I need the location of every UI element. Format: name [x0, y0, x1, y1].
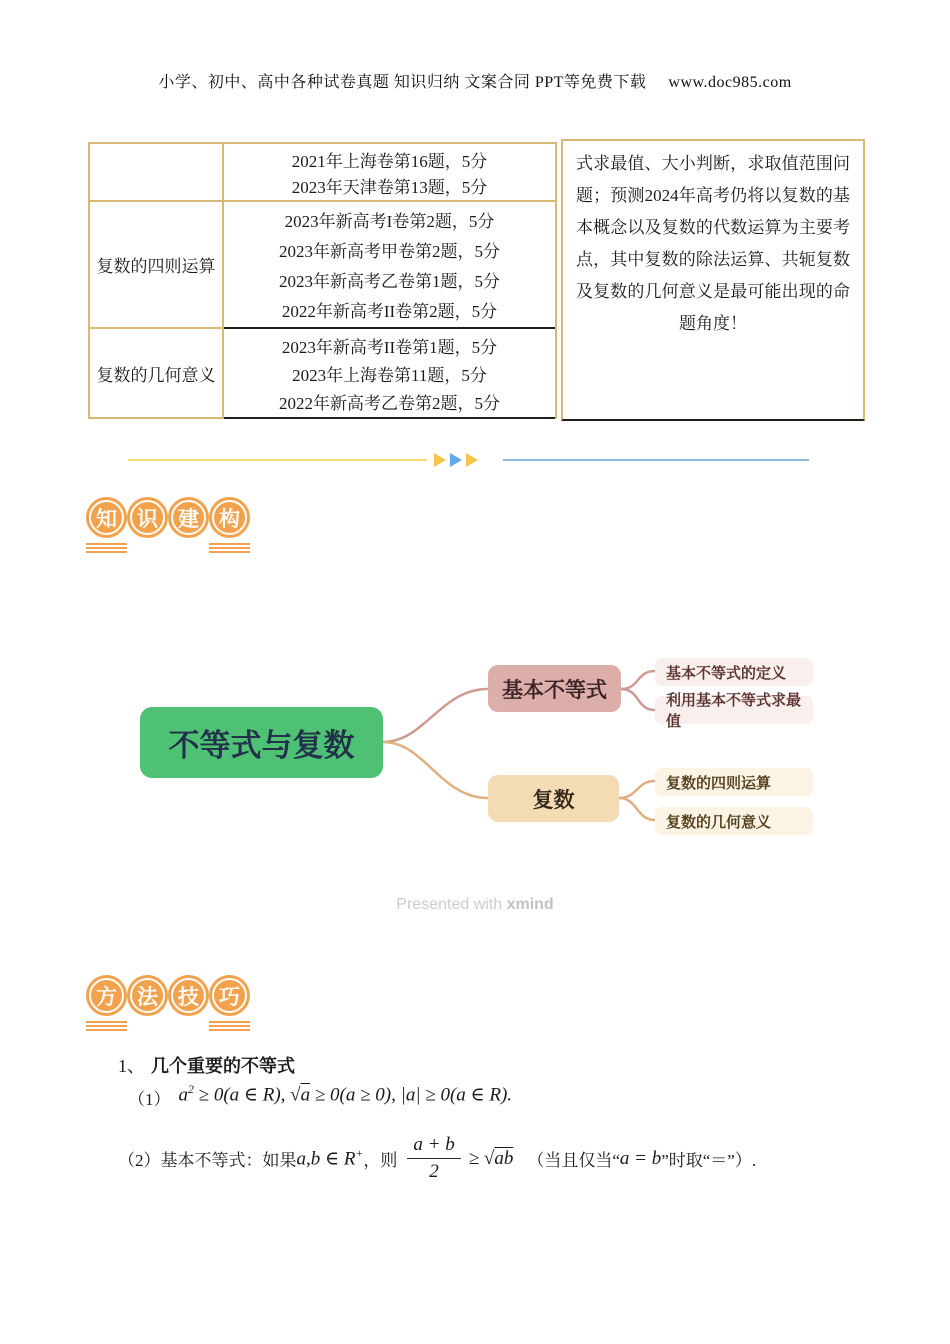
item-text: 基本不等式：如果	[160, 1151, 297, 1170]
exam-item: 2023年上海卷第11题，5分	[292, 365, 487, 385]
divider-line-yellow	[128, 459, 427, 461]
badge-circles	[86, 497, 262, 538]
row-label: 复数的四则运算	[90, 202, 224, 329]
item-text: （当且仅当“	[527, 1151, 620, 1170]
methods-heading	[118, 1052, 295, 1078]
mindmap-leaf-node: 复数的几何意义	[655, 807, 813, 835]
exam-item: 2023年新高考乙卷第1题，5分	[279, 272, 500, 292]
exam-item: 2021年上海卷第16题，5分	[291, 151, 488, 171]
row-label-empty	[90, 144, 224, 202]
watermark-prefix: Presented with	[396, 896, 507, 913]
table-row-cell	[224, 144, 555, 202]
badge-char: 方	[96, 985, 117, 1009]
badge-circle	[127, 975, 168, 1016]
inequality-formula: $a^2 \ge 0(a$ ∈ R), √a ≥ 0(a ≥ 0), |a| ≥ 0(a ∈ R).	[178, 1082, 513, 1105]
formula-line-1	[128, 1082, 513, 1110]
xmind-watermark	[0, 896, 950, 914]
exam-item: 2023年新高考II卷第1题，5分	[281, 337, 498, 357]
arrow-right-icon	[450, 453, 462, 467]
formula-line-2	[118, 1134, 756, 1183]
badge-char: 知	[96, 507, 117, 531]
badge-char: 识	[137, 507, 158, 531]
fraction-denominator: 2	[429, 1161, 439, 1182]
badge-circle	[209, 497, 250, 538]
exam-table	[88, 142, 557, 419]
row-label: 复数的几何意义	[90, 329, 224, 419]
knowledge-section-badge	[86, 497, 262, 559]
item-text: ，则	[363, 1151, 398, 1170]
analysis-box: 式求最值、大小判断，求取值范围问题；预测2024年高考仍将以复数的基本概念以及复数的代数运算为主要考点，其中复数的除法运算、共轭复数及复数的几何意义是最可能出现的命题角度！	[561, 139, 865, 421]
condition-formula: a,b ∈ R+	[296, 1146, 364, 1170]
method-section-badge	[86, 975, 262, 1037]
badge-underline-icon	[86, 543, 127, 553]
arrow-right-icon	[434, 453, 446, 467]
sqrt-formula: ≥ √ab	[468, 1147, 514, 1169]
badge-circle	[168, 975, 209, 1016]
fraction	[407, 1134, 460, 1183]
badge-char: 巧	[219, 985, 240, 1009]
badge-circle	[209, 975, 250, 1016]
badge-char: 建	[178, 507, 199, 531]
mindmap-branch-node: 复数	[488, 775, 619, 822]
badge-char: 技	[178, 985, 199, 1009]
exam-item: 2023年新高考I卷第2题，5分	[284, 211, 495, 231]
exam-item: 2023年天津卷第13题，5分	[291, 177, 488, 197]
badge-circle	[86, 497, 127, 538]
badge-circle	[86, 975, 127, 1016]
heading-text: 几个重要的不等式	[151, 1056, 295, 1076]
mindmap-leaf-node: 复数的四则运算	[655, 768, 813, 796]
divider-line-blue	[503, 459, 809, 461]
mindmap-root-node: 不等式与复数	[140, 707, 383, 778]
badge-underline-icon	[209, 543, 250, 553]
equality-condition: a = b	[619, 1147, 662, 1169]
exam-item: 2022年新高考II卷第2题，5分	[281, 302, 498, 322]
badge-underline-icon	[86, 1021, 127, 1031]
mindmap-leaf-node: 基本不等式的定义	[655, 658, 813, 686]
mindmap-leaf-node: 利用基本不等式求最值	[655, 696, 813, 724]
exam-item: 2023年新高考甲卷第2题，5分	[279, 241, 500, 261]
item-label: （2）	[118, 1151, 161, 1170]
exam-item: 2022年新高考乙卷第2题，5分	[279, 393, 500, 413]
header-text: 小学、初中、高中各种试卷真题 知识归纳 文案合同 PPT等免费下载	[158, 74, 647, 91]
heading-number: 1、	[118, 1056, 145, 1076]
mindmap-branch-node: 基本不等式	[488, 665, 621, 712]
item-text: ”时取“＝”）.	[661, 1151, 757, 1170]
page-header	[0, 69, 950, 92]
item-label: （1）	[128, 1090, 171, 1109]
badge-circle	[168, 497, 209, 538]
watermark-brand: xmind	[506, 896, 554, 913]
badge-circles	[86, 975, 262, 1016]
table-row-cell	[224, 329, 555, 419]
arrow-right-icon	[466, 453, 478, 467]
badge-circle	[127, 497, 168, 538]
badge-char: 法	[137, 985, 158, 1009]
badge-underline-icon	[209, 1021, 250, 1031]
fraction-numerator: a + b	[407, 1134, 460, 1159]
badge-char: 构	[219, 507, 240, 531]
table-row-cell	[224, 202, 555, 329]
site-url: www.doc985.com	[668, 74, 792, 91]
